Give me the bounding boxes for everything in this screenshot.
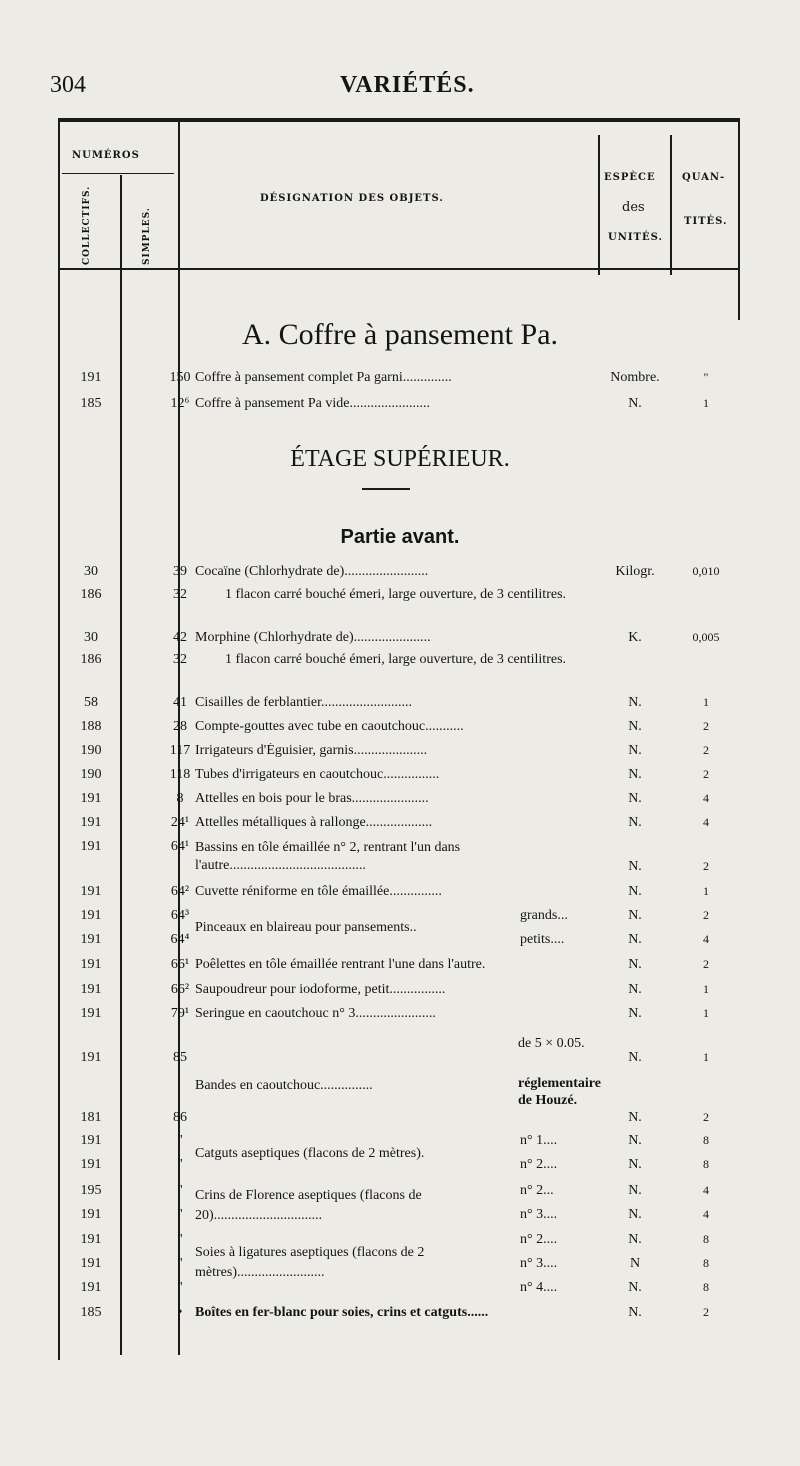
table-row: [60, 564, 740, 586]
table-row: [60, 743, 740, 765]
cell-designation: Morphine (Chlorhydrate de)......................: [195, 630, 431, 645]
cell-simple: 12⁶: [170, 396, 190, 411]
cell-designation: Seringue en caoutchouc n° 3.......................: [195, 1006, 436, 1021]
table-right-rule: [738, 120, 740, 320]
cell-collectif: 185: [80, 1305, 102, 1320]
cell-unit: N.: [628, 1133, 642, 1148]
pinceaux-label: Pinceaux en blaireau pour pansements..: [195, 920, 417, 935]
table-row: [60, 815, 740, 837]
table-row: [60, 695, 740, 717]
table-row: [60, 884, 740, 906]
cell-size: n° 3....: [520, 1256, 558, 1271]
cell-qty: 4: [703, 932, 709, 946]
cell-simple: ": [177, 1280, 183, 1295]
cell-designation: Poêlettes en tôle émaillée rentrant l'une dans l'autre.: [195, 957, 486, 972]
cell-unit: N: [629, 1256, 641, 1271]
cell-size: n° 1....: [520, 1133, 558, 1148]
cell-designation: Saupoudreur pour iodoforme, petit................: [195, 982, 446, 997]
cell-unit: N.: [628, 396, 642, 411]
section-title: A. Coffre à pansement Pa.: [241, 318, 559, 351]
cell-collectif: 181: [80, 1110, 102, 1125]
cell-size: petits....: [520, 932, 565, 947]
cell-designation: Coffre à pansement complet Pa garni..............: [195, 370, 452, 385]
cell-designation: Cuvette réniforme en tôle émaillée...............: [195, 884, 442, 899]
table-top-rule: [58, 118, 740, 122]
cell-unit: N.: [628, 815, 642, 830]
cell-unit: N.: [628, 908, 642, 923]
cell-qty: 1: [703, 982, 709, 996]
cell-collectif: 191: [80, 1133, 102, 1148]
cell-qty: 2: [703, 719, 709, 733]
cell-unit: N.: [628, 932, 642, 947]
header-unites: UNITÉS.: [608, 232, 663, 243]
header-collectifs: COLLECTIFS.: [82, 185, 92, 265]
cell-qty: 8: [703, 1232, 709, 1246]
header-quan: QUAN-: [682, 172, 726, 183]
cell-unit: N.: [628, 982, 642, 997]
bandes-spec-b: réglementaire de Houzé.: [518, 1076, 601, 1108]
cell-unit: Nombre.: [610, 370, 660, 385]
header-des: des: [622, 200, 645, 215]
cell-designation: Cisailles de ferblantier..........................: [195, 695, 412, 710]
cell-collectif: 191: [80, 1006, 102, 1021]
cell-qty: 0,005: [692, 630, 720, 644]
cell-collectif: 191: [80, 1207, 102, 1222]
numeros-underline: [62, 173, 174, 174]
table-row: [60, 957, 740, 979]
cell-simple: 117: [169, 743, 191, 758]
cell-size: n° 2...: [520, 1183, 554, 1198]
cell-simple: 32: [173, 587, 187, 602]
cell-collectif: 191: [80, 791, 102, 806]
cell-qty: 1: [703, 1050, 709, 1064]
table-row: [60, 652, 740, 692]
cell-designation: Irrigateurs d'Éguisier, garnis.....................: [195, 743, 428, 758]
cell-collectif: 191: [80, 1050, 102, 1065]
cell-unit: N.: [628, 884, 642, 899]
cell-qty: 1: [703, 1006, 709, 1020]
cell-qty: 2: [703, 767, 709, 781]
cell-simple: 64¹: [170, 839, 190, 854]
cell-qty: 4: [703, 791, 709, 805]
cell-size: n° 4....: [520, 1280, 558, 1295]
header-simples: SIMPLES.: [142, 207, 152, 265]
table-row: [60, 1050, 740, 1072]
cell-qty: 1: [703, 396, 709, 410]
cell-simple: 150: [169, 370, 191, 385]
cell-unit: N.: [628, 1110, 642, 1125]
cell-qty: 0,010: [692, 564, 720, 578]
cell-collectif: 190: [80, 743, 102, 758]
soies-label: Soies à ligatures aseptiques (flacons de 2 mètres).........................: [195, 1245, 425, 1280]
cell-qty: 2: [703, 743, 709, 757]
cell-simple: 8: [176, 791, 184, 806]
cell-qty: 8: [703, 1280, 709, 1294]
cell-simple: ": [177, 1183, 183, 1198]
part-title: Partie avant.: [340, 526, 460, 548]
cell-collectif: 58: [84, 695, 98, 710]
cell-size: n° 2....: [520, 1232, 558, 1247]
cell-qty: 2: [703, 908, 709, 922]
header-numeros: NUMÉROS: [72, 150, 140, 161]
cell-designation: Boîtes en fer-blanc pour soies, crins et catguts......: [195, 1305, 489, 1320]
header-espece: ESPÈCE: [604, 172, 656, 183]
cell-simple: 64⁴: [170, 932, 190, 947]
cell-size: n° 2....: [520, 1157, 558, 1172]
cell-qty: 8: [703, 1157, 709, 1171]
cell-collectif: 185: [80, 396, 102, 411]
cell-qty: 8: [703, 1256, 709, 1270]
cell-simple: 41: [173, 695, 187, 710]
table-row: [60, 630, 740, 652]
cell-qty: 4: [703, 815, 709, 829]
cell-size: grands...: [520, 908, 568, 923]
cell-qty: 1: [703, 695, 709, 709]
cell-unit: N.: [628, 767, 642, 782]
col-divider-3: [598, 135, 600, 275]
cell-unit: Kilogr.: [615, 564, 655, 579]
cell-collectif: 191: [80, 1232, 102, 1247]
cell-designation: Attelles métalliques à rallonge...................: [195, 815, 433, 830]
cell-simple: 42: [173, 630, 187, 645]
cell-collectif: 191: [80, 908, 102, 923]
cell-simple: ": [177, 1207, 183, 1222]
cell-qty: 1: [703, 884, 709, 898]
cell-simple: 24¹: [170, 815, 190, 830]
header-bottom-rule: [58, 268, 740, 270]
cell-unit: N.: [628, 859, 642, 874]
cell-collectif: 195: [80, 1183, 102, 1198]
cell-qty: 4: [703, 1183, 709, 1197]
cell-collectif: 191: [80, 1280, 102, 1295]
table-row: [60, 982, 740, 1004]
cell-unit: N.: [628, 1006, 642, 1021]
subsection-rule: [362, 488, 410, 490]
catguts-label: Catguts aseptiques (flacons de 2 mètres).: [195, 1146, 425, 1161]
cell-collectif: 191: [80, 884, 102, 899]
table-row: [60, 839, 740, 879]
cell-collectif: 191: [80, 815, 102, 830]
table-row: [60, 1006, 740, 1028]
cell-qty: 2: [703, 957, 709, 971]
cell-unit: N.: [628, 1050, 642, 1065]
cell-designation: Compte-gouttes avec tube en caoutchouc...........: [195, 719, 464, 734]
cell-unit: N.: [628, 1157, 642, 1172]
cell-simple: 39: [173, 564, 187, 579]
cell-designation: Attelles en bois pour le bras......................: [195, 791, 429, 806]
cell-unit: N.: [628, 719, 642, 734]
cell-unit: N.: [628, 791, 642, 806]
cell-simple: 85: [173, 1050, 187, 1065]
cell-simple: 79¹: [170, 1006, 190, 1021]
cell-simple: 28: [173, 719, 187, 734]
cell-unit: N.: [628, 1305, 642, 1320]
cell-designation: Bassins en tôle émaillée n° 2, rentrant l'un dans l'autre.......................................: [195, 840, 461, 873]
cell-qty: 2: [703, 859, 709, 873]
cell-unit: K.: [628, 630, 642, 645]
cell-collectif: 30: [84, 564, 98, 579]
cell-simple: ": [177, 1232, 183, 1247]
cell-simple: 32: [173, 652, 187, 667]
cell-collectif: 186: [80, 652, 102, 667]
table-row: [60, 791, 740, 813]
cell-simple: ": [177, 1133, 183, 1148]
cell-unit: N.: [628, 1232, 642, 1247]
cell-collectif: 30: [84, 630, 98, 645]
cell-designation: Cocaïne (Chlorhydrate de)........................: [195, 564, 429, 579]
cell-simple: 66²: [170, 982, 190, 997]
cell-qty: 4: [703, 1207, 709, 1221]
page-number: 304: [50, 72, 86, 98]
cell-collectif: 191: [80, 370, 102, 385]
cell-collectif: 191: [80, 957, 102, 972]
cell-designation: Tubes d'irrigateurs en caoutchouc................: [195, 767, 440, 782]
cell-collectif: 191: [80, 1157, 102, 1172]
cell-qty: ": [703, 370, 709, 384]
cell-unit: N.: [628, 1183, 642, 1198]
table-row: [60, 370, 740, 392]
cell-qty: 2: [703, 1305, 709, 1319]
bandes-spec-a: de 5 × 0.05.: [518, 1036, 585, 1051]
cell-collectif: 191: [80, 982, 102, 997]
header-designation: DÉSIGNATION DES OBJETS.: [260, 193, 444, 204]
cell-simple: ": [177, 1256, 183, 1271]
cell-qty: 2: [703, 1110, 709, 1124]
cell-simple: 64³: [170, 908, 190, 923]
crins-label: Crins de Florence aseptiques (flacons de 20)...............................: [195, 1188, 422, 1223]
cell-simple: 64²: [170, 884, 190, 899]
table-row: [60, 719, 740, 741]
cell-qty: 8: [703, 1133, 709, 1147]
cell-unit: N.: [628, 957, 642, 972]
cell-simple: 118: [169, 767, 191, 782]
cell-simple: •: [177, 1305, 183, 1320]
table-row: [60, 1110, 740, 1132]
subsection-title: ÉTAGE SUPÉRIEUR.: [290, 446, 510, 472]
cell-unit: N.: [628, 743, 642, 758]
cell-designation: 1 flacon carré bouché émeri, large ouverture, de 3 centilitres.: [225, 652, 567, 667]
cell-size: n° 3....: [520, 1207, 558, 1222]
running-head: VARIÉTÉS.: [340, 72, 475, 98]
table-row: [60, 1280, 740, 1302]
cell-unit: N.: [628, 695, 642, 710]
header-tites: TITÉS.: [684, 216, 728, 227]
cell-collectif: 191: [80, 839, 102, 854]
table-row: [60, 767, 740, 789]
table-row: [60, 396, 740, 418]
cell-simple: 86: [173, 1110, 187, 1125]
cell-collectif: 188: [80, 719, 102, 734]
table-row: [60, 587, 740, 627]
cell-designation: Coffre à pansement Pa vide.......................: [195, 396, 430, 411]
cell-collectif: 191: [80, 1256, 102, 1271]
table-row: [60, 1305, 740, 1327]
cell-collectif: 191: [80, 932, 102, 947]
col-divider-4: [670, 135, 672, 275]
bandes-label: Bandes en caoutchouc...............: [195, 1078, 373, 1093]
cell-unit: N.: [628, 1280, 642, 1295]
cell-collectif: 190: [80, 767, 102, 782]
cell-simple: 66¹: [170, 957, 190, 972]
cell-collectif: 186: [80, 587, 102, 602]
cell-simple: ": [177, 1157, 183, 1172]
cell-designation: 1 flacon carré bouché émeri, large ouverture, de 3 centilitres.: [225, 587, 567, 602]
cell-unit: N.: [628, 1207, 642, 1222]
